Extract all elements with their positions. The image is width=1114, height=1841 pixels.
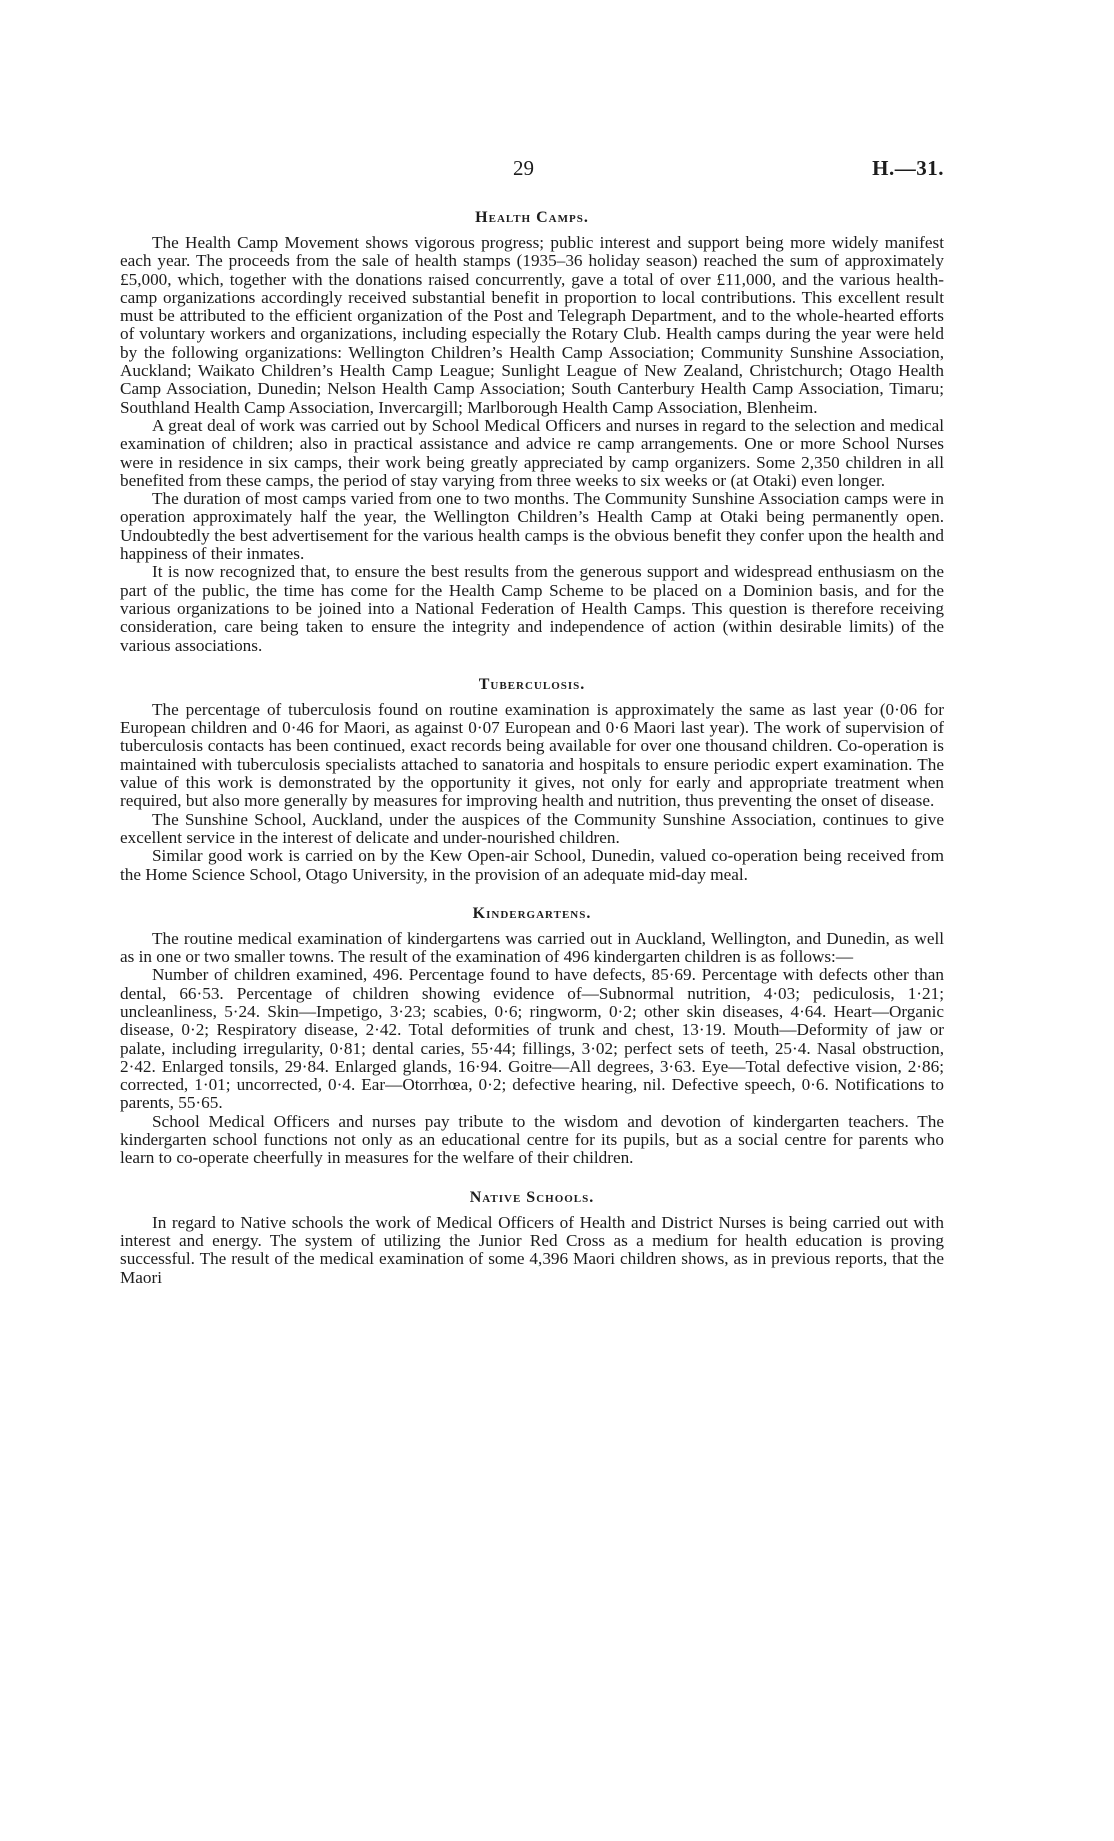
section-native-schools <box>120 1188 944 1287</box>
paragraph: The Health Camp Movement shows vigorous progress; public interest and support being more widely manifest each year. The proceeds from the sale of health stamps (1935–36 holiday season) reached the sum of approximately £5,000, which, together with the donations raised concurrently, gave a total of over £11,000, and the various health-camp organizations accordingly received substantial benefit in proportion to local contributions. This excellent result must be attributed to the efficient organization of the Post and Telegraph Department, and to the whole-hearted efforts of voluntary workers and organizations, including especially the Rotary Club. Health camps during the year were held by the following organizations: Wellington Children’s Health Camp Association; Community Sunshine Association, Auckland; Waikato Children’s Health Camp League; Sunlight League of New Zealand, Christchurch; Otago Health Camp Association, Dunedin; Nelson Health Camp Association; South Canterbury Health Camp Association, Timaru; Southland Health Camp Association, Invercargill; Marlborough Health Camp Association, Blenheim. <box>120 233 944 417</box>
paragraph: The routine medical examination of kindergartens was carried out in Auckland, Wellington, and Dunedin, as well as in one or two smaller towns. The result of the examination of 496 kindergarten children is as follows:— <box>120 928 944 967</box>
section-heading: Health Camps. <box>475 209 589 226</box>
page-content <box>120 208 944 1307</box>
section-tuberculosis <box>120 675 944 884</box>
section-heading: Tuberculosis. <box>478 675 586 693</box>
paragraph: The Sunshine School, Auckland, under the auspices of the Community Sunshine Association, continues to give excellent service in the interest of delicate and under-nourished children. <box>120 809 944 847</box>
paragraph: It is now recognized that, to ensure the best results from the generous support and widespread enthusiasm on the part of the public, the time has come for the Health Camp Scheme to be placed on a Dominion basis, and for the various organizations to be joined into a National Federation of Health Camps. This question is therefore receiving consideration, care being taken to ensure the integrity and independence of action (within desirable limits) of the various associations. <box>120 562 944 655</box>
page-number: 29 <box>513 156 534 180</box>
section-health-camps <box>120 208 944 655</box>
section-heading: Native Schools. <box>469 1188 595 1206</box>
paragraph: School Medical Officers and nurses pay tribute to the wisdom and devotion of kindergarten teachers. The kindergarten school functions not only as an educational centre for its pupils, but as a social centre for parents who learn to co-operate cheerfully in measures for the welfare of their children. <box>120 1111 944 1168</box>
paragraph: The duration of most camps varied from one to two months. The Community Sunshine Association camps were in operation approximately half the year, the Wellington Children’s Health Camp at Otaki being permanently open. Undoubtedly the best advertisement for the various health camps is the obvious benefit they confer upon the health and happiness of their inmates. <box>120 489 944 564</box>
paragraph: Similar good work is carried on by the Kew Open-air School, Dunedin, valued co-operation being received from the Home Science School, Otago University, in the provision of an adequate mid-day meal. <box>120 846 944 884</box>
page-header <box>0 156 1114 186</box>
paragraph: Number of children examined, 496. Percentage found to have defects, 85·69. Percentage with defects other than dental, 66·53. Percentage of children showing evidence of—Subnormal nutrition, 4·03; pediculosis, 1·21; uncleanliness, 5·24. Skin—Impetigo, 3·23; scabies, 0·6; ringworm, 0·2; other skin diseases, 4·64. Heart—Organic disease, 0·2; Respiratory disease, 2·42. Total deformities of trunk and chest, 13·19. Mouth—Deformity of jaw or palate, including irregularity, 0·81; dental caries, 55·44; fillings, 3·02; perfect sets of teeth, 25·4. Nasal obstruction, 2·42. Enlarged tonsils, 29·84. Enlarged glands, 16·94. Goitre—All degrees, 3·63. Eye—Total defective vision, 2·86; corrected, 1·01; uncorrected, 0·4. Ear—Otorrhœa, 0·2; defective hearing, nil. Defective speech, 0·6. Notifications to parents, 55·65. <box>120 965 944 1113</box>
section-kindergartens <box>120 904 944 1168</box>
paragraph: In regard to Native schools the work of Medical Officers of Health and District Nurses is being carried out with interest and energy. The system of utilizing the Junior Red Cross as a medium for health education is proving successful. The result of the medical examination of some 4,396 Maori children shows, as in previous reports, that the Maori <box>120 1212 944 1287</box>
paragraph: The percentage of tuberculosis found on routine examination is approximately the same as last year (0·06 for European children and 0·46 for Maori, as against 0·07 European and 0·6 Maori last year). The work of supervision of tuberculosis contacts has been continued, exact records being available for over one thousand children. Co-operation is maintained with tuberculosis specialists attached to sanatoria and hospitals to ensure periodic expert examination. The value of this work is demonstrated by the opportunity it gives, not only for early and appropriate treatment when required, but also more generally by measures for improving health and nutrition, thus preventing the onset of disease. <box>120 699 944 811</box>
document-reference: H.—31. <box>872 156 944 180</box>
paragraph: A great deal of work was carried out by School Medical Officers and nurses in regard to the selection and medical examination of children; also in practical assistance and advice re camp arrangements. One or more School Nurses were in residence in six camps, their work being greatly appreciated by camp organizers. Some 2,350 children in all benefited from these camps, the period of stay varying from three weeks to six weeks or (at Otaki) even longer. <box>120 415 944 490</box>
section-heading: Kindergartens. <box>472 904 592 922</box>
